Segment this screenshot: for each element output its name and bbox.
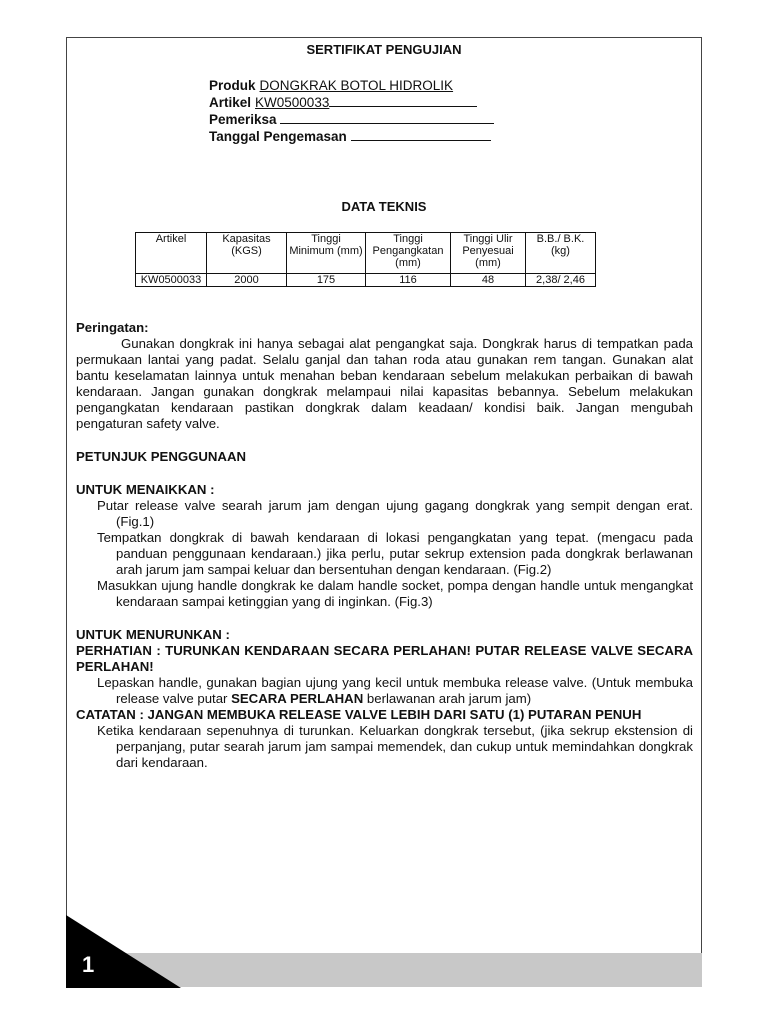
perhatian-warning: PERHATIAN : TURUNKAN KENDARAAN SECARA PERLAHAN! PUTAR RELEASE VALVE SECARA PERLAHAN!: [76, 643, 693, 674]
table-header: Kapasitas (KGS): [207, 233, 287, 274]
peringatan-heading: Peringatan:: [76, 320, 149, 335]
table-header: Tinggi Pengangkatan (mm): [366, 233, 451, 274]
produk-value: DONGKRAK BOTOL HIDROLIK: [259, 78, 454, 93]
artikel-value: KW0500033: [255, 95, 330, 110]
naik-item: Tempatkan dongkrak di bawah kendaraan di lokasi pengangkatan yang tepat. (mengacu pada panduan penggunaan kendaraan.) jika perlu, putar sekrup extension pada dongkrak berlawanan arah jarum jam sampai keluar dan bersentuhan dengan kendaraan. (Fig.2): [97, 530, 693, 577]
catatan-warning: CATATAN : JANGAN MEMBUKA RELEASE VALVE LEBIH DARI SATU (1) PUTARAN PENUH: [76, 707, 642, 722]
naik-item: Masukkan ujung handle dongkrak ke dalam handle socket, pompa dengan handle untuk mengangkat kendaraan sampai ketinggian yang di inginkan. (Fig.3): [97, 578, 693, 609]
petunjuk-heading: PETUNJUK PENGGUNAAN: [76, 449, 246, 464]
turun-item-bold: SECARA PERLAHAN: [231, 691, 364, 706]
table-row: [136, 274, 596, 287]
document-body: [76, 320, 693, 771]
table-header: Artikel: [136, 233, 207, 274]
product-info: [209, 78, 494, 145]
table-cell: 116: [366, 274, 451, 287]
turun-item-text-a: Lepaskan handle, gunakan bagian ujung yang kecil untuk membuka release valve. (Untuk membuka release valve putar: [97, 675, 693, 706]
document-page: [66, 37, 702, 987]
peringatan-text: Gunakan dongkrak ini hanya sebagai alat pengangkat saja. Dongkrak harus di tempatkan pada permukaan lantai yang padat. Selalu ganjal dan tahan roda atau gunakan rem tangan. Gunakan alat bantu keselamatan lainnya untuk menahan beban kendaraan sebelum melakukan perbaikan di bawah kendaraan. Jangan gunakan dongkrak melampaui nilai kapasitas bebannya. Sebelum melakukan pengangkatan kendaraan pastikan dongkrak dalam keadaan/ kondisi baik. Jangan mengubah pengaturan safety valve.: [76, 336, 693, 431]
pemeriksa-label: Pemeriksa: [209, 112, 277, 127]
table-header-row: [136, 233, 596, 274]
table-header: Tinggi Minimum (mm): [287, 233, 366, 274]
table-cell: 2000: [207, 274, 287, 287]
produk-label: Produk: [209, 78, 256, 93]
pemeriksa-row: [209, 111, 494, 128]
table-header: B.B./ B.K. (kg): [526, 233, 596, 274]
document-title: SERTIFIKAT PENGUJIAN: [306, 42, 462, 57]
table-cell: 2,38/ 2,46: [526, 274, 596, 287]
turun-heading: UNTUK MENURUNKAN :: [76, 627, 230, 642]
artikel-label: Artikel: [209, 95, 252, 110]
turun-item: [76, 675, 693, 707]
data-teknis-table: [135, 232, 596, 287]
naik-heading: UNTUK MENAIKKAN :: [76, 482, 215, 497]
pemeriksa-line: [280, 111, 494, 124]
page-number: 1: [82, 952, 95, 977]
produk-row: [209, 78, 494, 94]
turun-item-text-b: berlawanan arah jarum jam): [363, 691, 532, 706]
table-header: Tinggi Ulir Penyesuai (mm): [451, 233, 526, 274]
table-cell: 48: [451, 274, 526, 287]
final-item: Ketika kendaraan sepenuhnya di turunkan. Keluarkan dongkrak tersebut, (jika sekrup ekstension di perpanjang, putar searah jarum jam sampai memendek, dan cukup untuk memindahkan dongkrak dari kendaraan.: [97, 723, 693, 770]
table-cell: 175: [287, 274, 366, 287]
tanggal-line: [351, 128, 491, 141]
tanggal-row: [209, 128, 494, 145]
artikel-underline: [329, 94, 477, 107]
tanggal-label: Tanggal Pengemasan: [209, 129, 347, 144]
naik-item: Putar release valve searah jarum jam dengan ujung gagang dongkrak yang sempit dengan erat. (Fig.1): [97, 498, 693, 529]
data-teknis-title: DATA TEKNIS: [341, 199, 427, 214]
artikel-row: [209, 94, 494, 111]
table-cell: KW0500033: [136, 274, 207, 287]
